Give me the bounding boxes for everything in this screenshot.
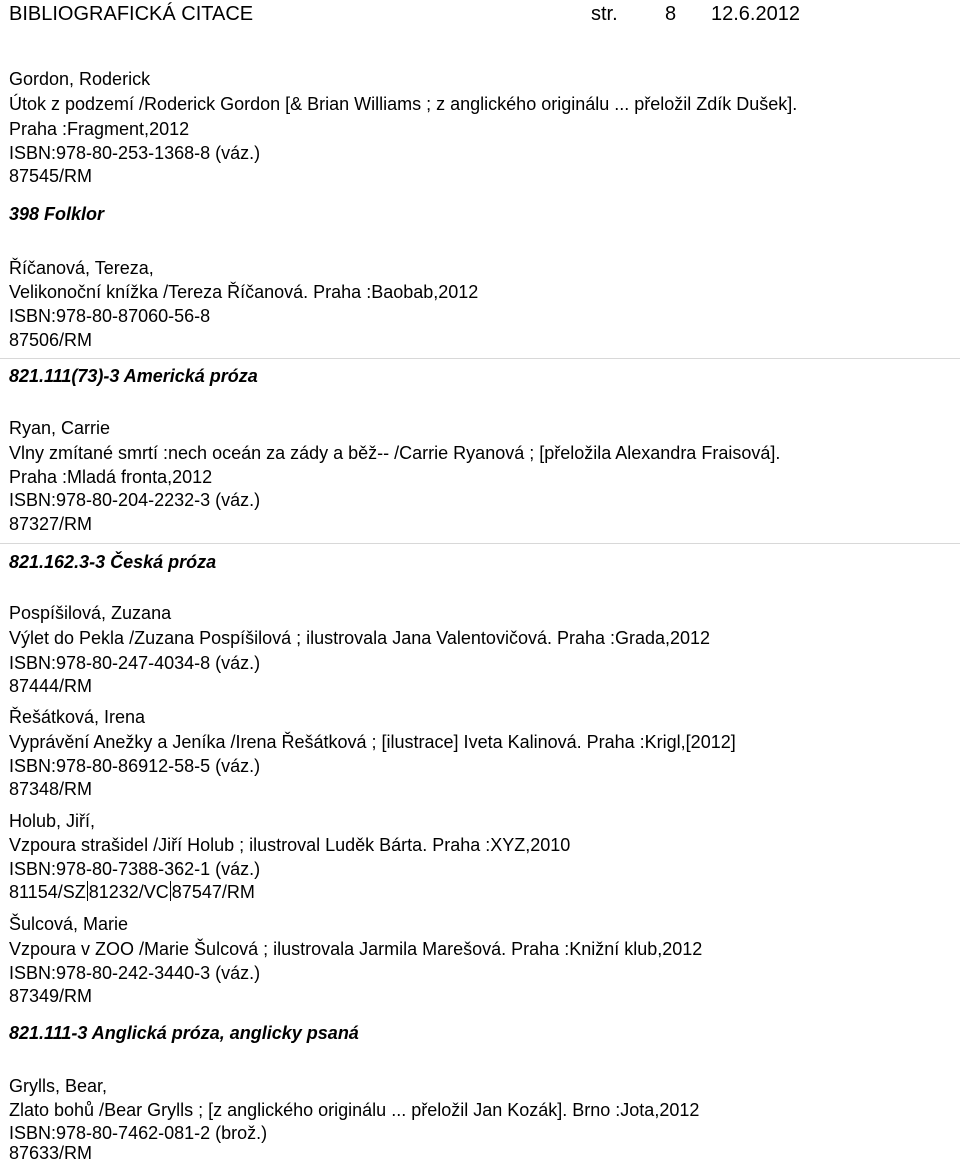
separator-bar	[87, 881, 88, 901]
entry-author: Ryan, Carrie	[9, 418, 111, 438]
header-title: BIBLIOGRAFICKÁ CITACE	[9, 3, 254, 25]
entry-author: Grylls, Bear,	[9, 1076, 108, 1096]
entry-author: Pospíšilová, Zuzana	[9, 603, 172, 623]
entry-isbn: ISBN:978-80-87060-56-8	[9, 306, 211, 326]
section-heading: 821.111(73)-3 Americká próza	[9, 366, 258, 386]
entry-title: Vyprávění Anežky a Jeníka /Irena Řešátková ; [ilustrace] Iveta Kalinová. Praha :Krigl,[2012]	[9, 732, 736, 752]
section-heading: 821.162.3-3 Česká próza	[9, 552, 217, 572]
shelf-mark: 81232/VC	[88, 882, 169, 902]
shelf-mark: 81154/SZ	[9, 882, 86, 902]
entry-shelf-mark: 87348/RM	[9, 779, 93, 799]
entry-shelf-mark: 87444/RM	[9, 676, 93, 696]
page-header	[9, 0, 949, 28]
page-number: 8	[665, 3, 677, 25]
section-heading: 821.111-3 Anglická próza, anglicky psaná	[9, 1023, 359, 1043]
entry-author: Holub, Jiří,	[9, 811, 96, 831]
shelf-mark: 87547/RM	[171, 882, 255, 902]
section-divider	[0, 358, 960, 359]
entry-author: Říčanová, Tereza,	[9, 258, 154, 278]
entry-isbn: ISBN:978-80-204-2232-3 (váz.)	[9, 490, 261, 510]
section-heading: 398 Folklor	[9, 204, 105, 224]
entry-isbn: ISBN:978-80-7388-362-1 (váz.)	[9, 859, 261, 879]
entry-shelf-marks	[9, 880, 255, 904]
entry-title: Útok z podzemí /Roderick Gordon [& Brian Williams ; z anglického originálu ... přeložil Zdík Dušek].	[9, 94, 798, 114]
page-label: str.	[591, 3, 618, 25]
entry-publisher: Praha :Mladá fronta,2012	[9, 467, 213, 487]
entry-title: Zlato bohů /Bear Grylls ; [z anglického originálu ... přeložil Jan Kozák]. Brno :Jota,2012	[9, 1100, 700, 1120]
entry-author: Gordon, Roderick	[9, 69, 151, 89]
separator-bar	[170, 881, 171, 901]
entry-title: Výlet do Pekla /Zuzana Pospíšilová ; ilustrovala Jana Valentovičová. Praha :Grada,2012	[9, 628, 711, 648]
entry-title: Vlny zmítané smrtí :nech oceán za zády a běž-- /Carrie Ryanová ; [přeložila Alexandra Fraisová].	[9, 443, 781, 463]
entry-isbn: ISBN:978-80-242-3440-3 (váz.)	[9, 963, 261, 983]
entry-shelf-mark: 87349/RM	[9, 986, 93, 1006]
entry-shelf-mark: 87633/RM	[9, 1143, 93, 1163]
entry-title: Velikonoční knížka /Tereza Říčanová. Praha :Baobab,2012	[9, 282, 479, 302]
entry-shelf-mark: 87506/RM	[9, 330, 93, 350]
entry-title: Vzpoura v ZOO /Marie Šulcová ; ilustrovala Jarmila Marešová. Praha :Knižní klub,2012	[9, 939, 703, 959]
entry-title: Vzpoura strašidel /Jiří Holub ; ilustroval Luděk Bárta. Praha :XYZ,2010	[9, 835, 571, 855]
entry-shelf-mark: 87545/RM	[9, 166, 93, 186]
entry-shelf-mark: 87327/RM	[9, 514, 93, 534]
entry-author: Šulcová, Marie	[9, 914, 129, 934]
header-date: 12.6.2012	[711, 3, 800, 25]
entry-isbn: ISBN:978-80-253-1368-8 (váz.)	[9, 143, 261, 163]
entry-isbn: ISBN:978-80-86912-58-5 (váz.)	[9, 756, 261, 776]
entry-isbn: ISBN:978-80-247-4034-8 (váz.)	[9, 653, 261, 673]
section-divider	[0, 543, 960, 544]
entry-author: Řešátková, Irena	[9, 707, 146, 727]
entry-isbn: ISBN:978-80-7462-081-2 (brož.)	[9, 1123, 268, 1143]
entry-publisher: Praha :Fragment,2012	[9, 119, 190, 139]
